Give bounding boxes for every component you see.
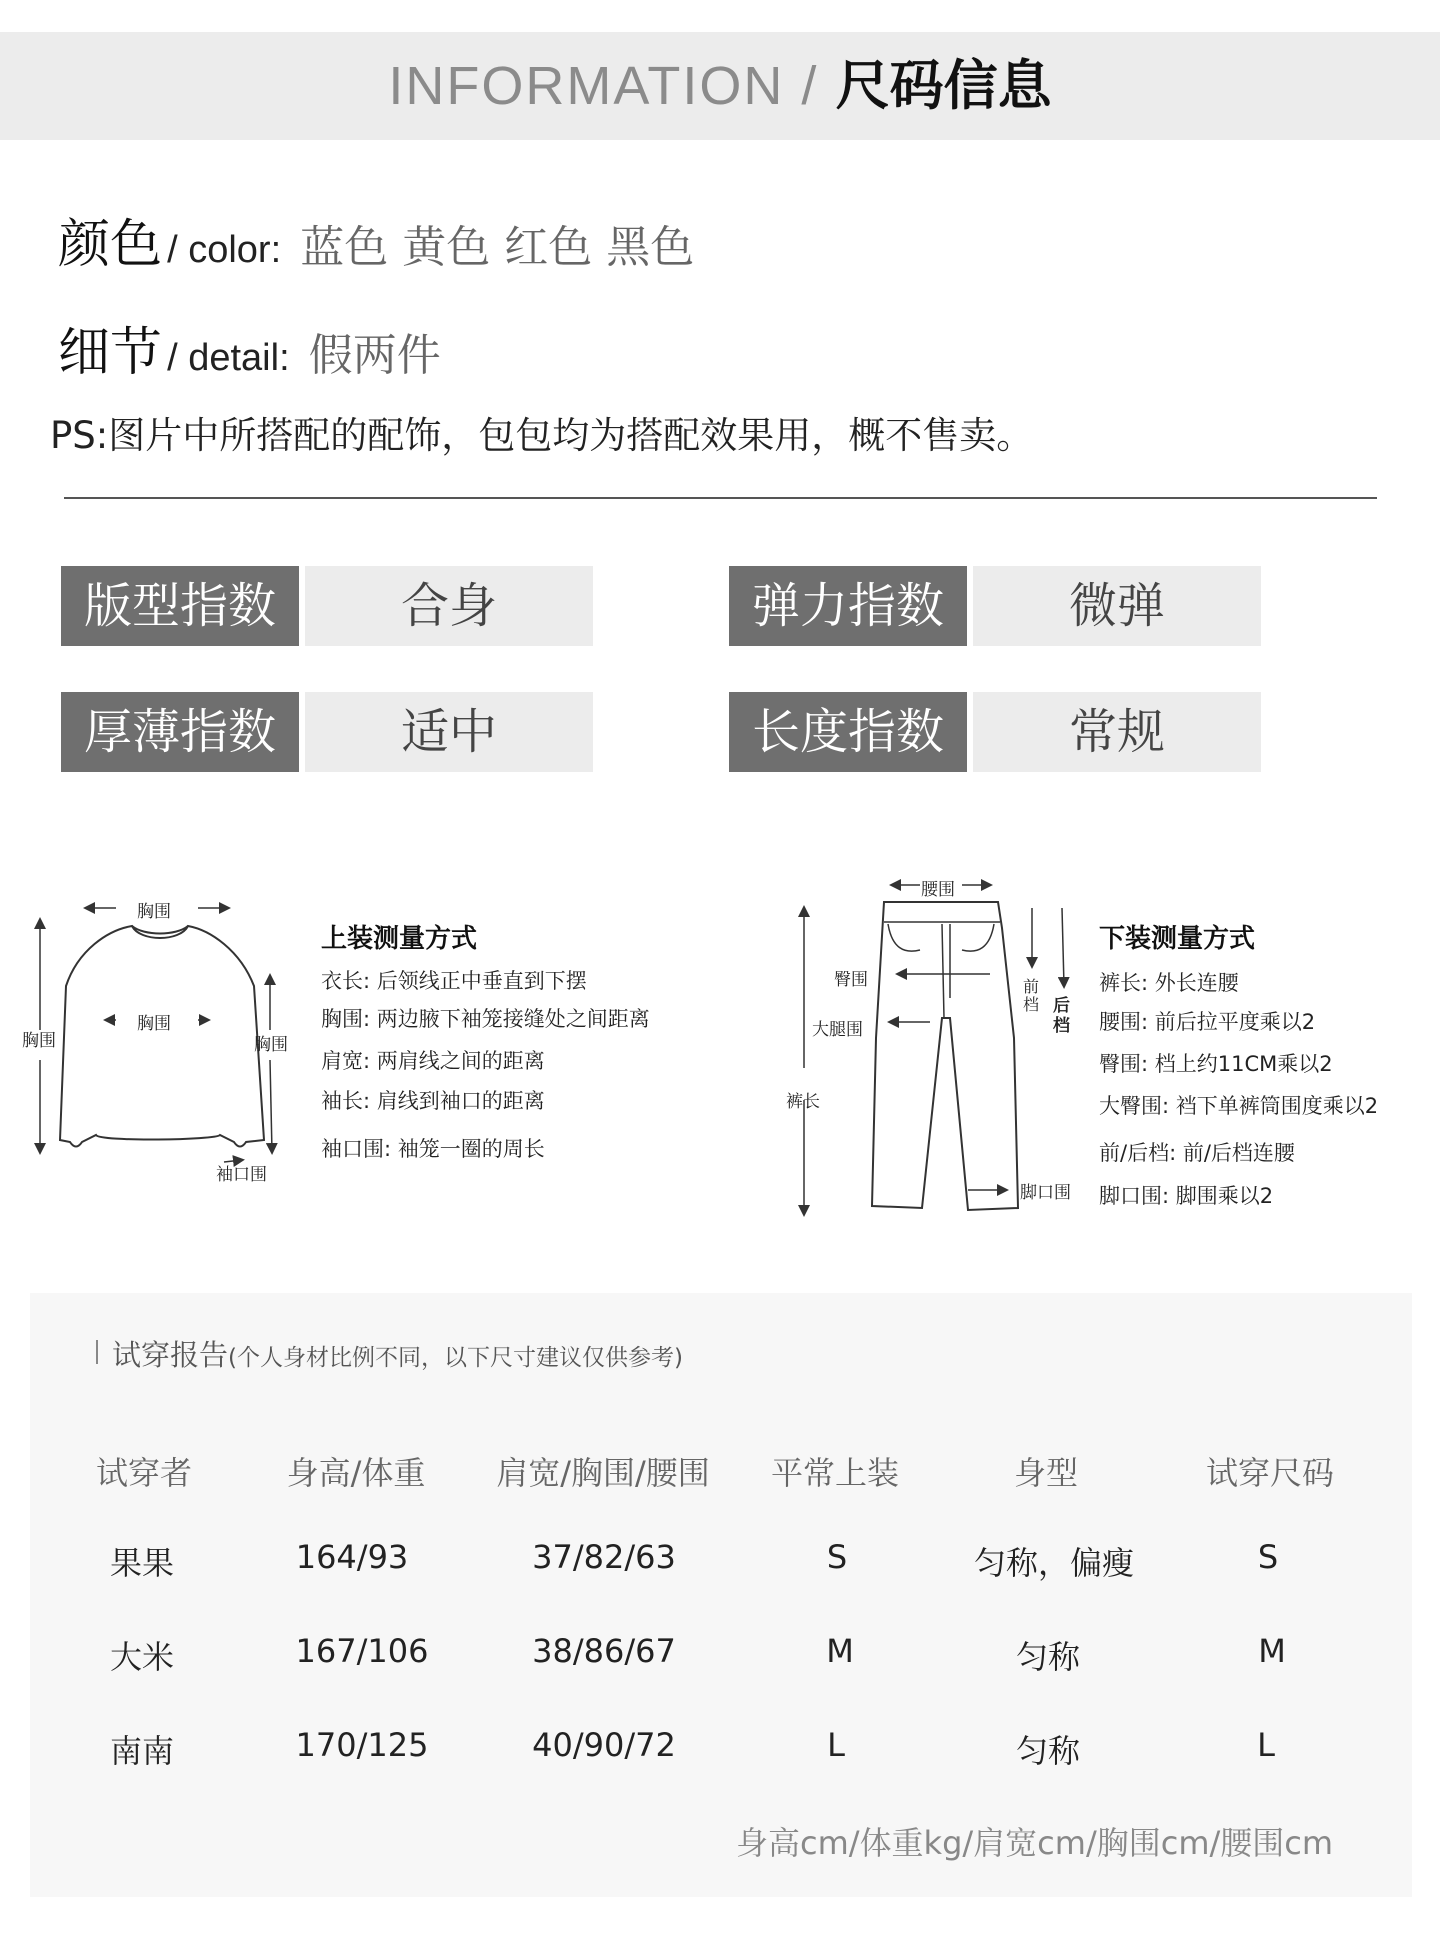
table-cell: L (1257, 1726, 1275, 1764)
report-title (112, 1333, 683, 1374)
bottom-measure-item: 脚口围: 脚围乘以2 (1099, 1184, 1274, 1208)
index-value-fit: 合身 (305, 566, 593, 646)
table-cell: 果果 (109, 1544, 174, 1582)
index-value-thickness: 适中 (305, 692, 593, 772)
diag-hem-label: 脚口围 (1020, 1183, 1071, 1203)
table-cell: S (826, 1538, 848, 1576)
diag-back-rise-label: 后档 (1053, 996, 1070, 1036)
table-cell: 匀称 (1015, 1638, 1080, 1676)
table-cell: S (1257, 1538, 1279, 1576)
title-zh: 尺码信息 (835, 54, 1052, 117)
table-cell: 167/106 (295, 1632, 429, 1670)
table-cell: 匀称 (1015, 1732, 1080, 1770)
diag-left-label: 胸围 (22, 1031, 56, 1051)
diag-top-chest-label: 胸围 (137, 902, 171, 922)
report-subtitle: (个人身材比例不同，以下尺寸建议仅供参考) (228, 1345, 683, 1371)
bottom-measure-title: 下装测量方式 (1099, 924, 1256, 954)
diag-waist-label: 腰围 (921, 880, 955, 900)
header-tried-size: 试穿尺码 (1205, 1454, 1334, 1492)
header-usual-size: 平常上装 (770, 1454, 899, 1492)
table-cell: L (827, 1726, 845, 1764)
diag-right-label: 胸围 (254, 1035, 288, 1055)
table-cell: 170/125 (295, 1726, 429, 1764)
top-measure-item: 袖长: 肩线到袖口的距离 (321, 1089, 545, 1113)
header-body-type: 身型 (1013, 1454, 1078, 1492)
color-line (58, 202, 694, 277)
color-sep: / color: (167, 229, 282, 271)
header-measurements: 肩宽/胸围/腰围 (496, 1454, 710, 1492)
fitting-report-panel (30, 1293, 1412, 1897)
index-label-elastic: 弹力指数 (729, 566, 967, 646)
title-en: INFORMATION / (388, 56, 819, 116)
table-cell: 37/82/63 (532, 1538, 676, 1576)
table-cell: 南南 (109, 1732, 174, 1770)
index-label-thickness: 厚薄指数 (61, 692, 299, 772)
diag-length-label: 裤长 (786, 1092, 820, 1112)
divider (64, 497, 1377, 499)
detail-key: 细节 (58, 323, 163, 383)
report-title-bar (96, 1340, 98, 1364)
table-cell: 38/86/67 (532, 1632, 676, 1670)
diag-cuff-label: 袖口围 (216, 1165, 267, 1185)
table-cell: 40/90/72 (532, 1726, 676, 1764)
table-cell: M (826, 1632, 854, 1670)
bottom-measure-item: 腰围: 前后拉平度乘以2 (1099, 1010, 1316, 1034)
index-value-elastic: 微弹 (973, 566, 1261, 646)
top-measure-item: 衣长: 后领线正中垂直到下摆 (321, 969, 587, 993)
detail-line (58, 310, 441, 385)
header-tester: 试穿者 (95, 1454, 192, 1492)
diag-front-rise-label: 前档 (1023, 977, 1040, 1014)
report-title-main: 试穿报告 (112, 1338, 229, 1372)
diag-hip-label: 臀围 (834, 970, 868, 990)
table-cell: 匀称，偏瘦 (973, 1544, 1134, 1582)
top-measure-title: 上装测量方式 (321, 924, 478, 954)
table-cell: M (1258, 1632, 1286, 1670)
bottom-measure-item: 大臀围: 裆下单裤筒围度乘以2 (1099, 1094, 1379, 1118)
pants-diagram (780, 868, 1080, 1228)
ps-note: PS:图片中所搭配的配饰，包包均为搭配效果用，概不售卖。 (50, 414, 1034, 457)
page-title (0, 52, 1440, 120)
index-label-fit: 版型指数 (61, 566, 299, 646)
color-key: 颜色 (58, 215, 163, 275)
detail-sep: / detail: (167, 337, 290, 379)
bottom-measure-item: 臀围: 档上约11CM乘以2 (1099, 1052, 1333, 1076)
top-measure-item: 胸围: 两边腋下袖笼接缝处之间距离 (321, 1007, 650, 1031)
table-cell: 大米 (109, 1638, 174, 1676)
top-measure-item: 袖口围: 袖笼一圈的周长 (321, 1137, 545, 1161)
index-value-length: 常规 (973, 692, 1261, 772)
table-cell: 164/93 (295, 1538, 409, 1576)
top-measure-item: 肩宽: 两肩线之间的距离 (321, 1049, 545, 1073)
bottom-measure-item: 前/后档: 前/后档连腰 (1099, 1141, 1295, 1165)
header-banner (0, 32, 1440, 140)
header-height-weight: 身高/体重 (286, 1454, 426, 1492)
diag-mid-chest-label: 胸围 (137, 1014, 171, 1034)
units-note: 身高cm/体重kg/肩宽cm/胸围cm/腰围cm (736, 1824, 1334, 1862)
detail-value: 假两件 (308, 330, 441, 381)
index-label-length: 长度指数 (729, 692, 967, 772)
color-value: 蓝色 黄色 红色 黑色 (300, 222, 695, 273)
diag-thigh-label: 大腿围 (812, 1020, 863, 1040)
bottom-measure-item: 裤长: 外长连腰 (1099, 971, 1239, 995)
